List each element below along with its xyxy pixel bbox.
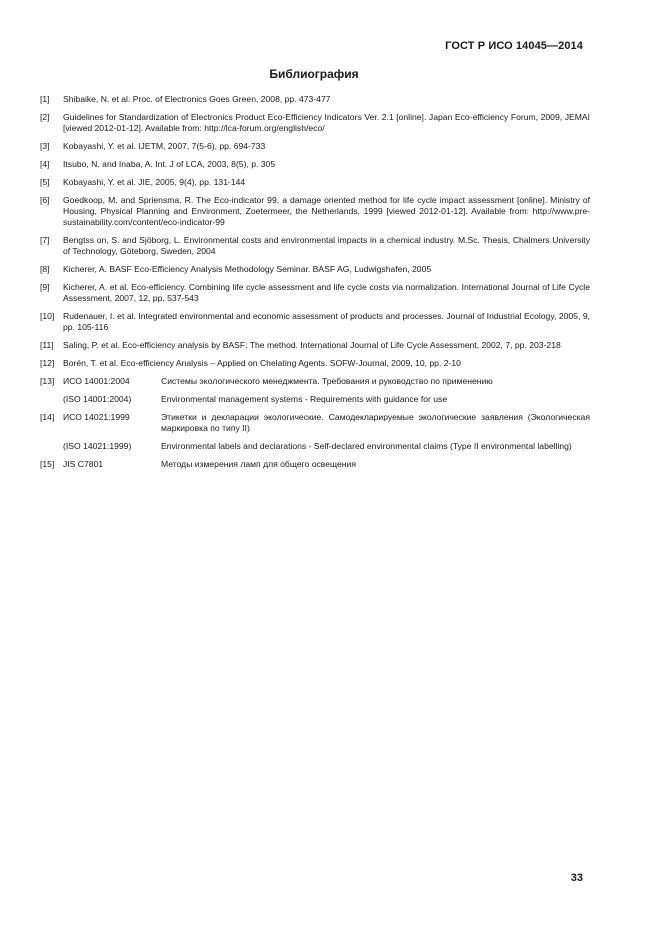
reference-item [40,177,590,188]
reference-item [40,358,590,369]
standard-item [40,394,590,405]
reference-item [40,94,590,105]
reference-text: Kobayashi, Y. et al. IJETM, 2007, 7(5-6), pp. 694-733 [63,141,266,151]
reference-text: Shibaike, N. et al. Proc. of Electronics Goes Green, 2008, pp. 473-477 [63,94,331,104]
reference-text: Kicherer, A. BASF Eco-Efficiency Analysis Methodology Seminar. BASF AG, Ludwigshafen, 2005 [63,264,432,274]
reference-item [40,235,590,257]
reference-text: Kobayashi, Y. et al. JIE, 2005, 9(4), pp. 131-144 [63,177,246,187]
standard-code: ИСО 14001:2004 [63,376,130,386]
reference-text: Saling, P. et al. Eco-efficiency analysis by BASF: The method. International Journal of Life Cycle Assessment, 2002, 7, pp. 203-218 [63,340,561,350]
reference-number: [7] [40,235,50,245]
reference-number: [6] [40,195,50,205]
reference-number: [8] [40,264,50,274]
reference-number: [5] [40,177,50,187]
reference-number: [4] [40,159,50,169]
reference-item [40,340,590,351]
standard-title: Environmental management systems - Requirements with guidance for use [161,394,448,404]
page-title: Библиография [269,67,359,81]
standard-title: Системы экологического менеджмента. Требования и руководство по применению [161,376,493,386]
reference-number: [2] [40,112,50,122]
reference-number: [14] [40,412,55,422]
reference-item [40,159,590,170]
reference-number: [1] [40,94,50,104]
reference-number: [15] [40,459,55,469]
standard-title: Environmental labels and declarations - Self-declared environmental claims (Type II environmental labelling) [161,441,572,451]
reference-text: Bengtss on, S. and Sjöborg, L. Environmental costs and environmental impacts in a chemical industry. M.Sc. Thesis, Chalmers University of Technology, Göteborg, Sweden, 2004 [63,235,590,256]
page-header-standard-id: ГОСТ Р ИСО 14045—2014 [445,40,583,52]
reference-number: [12] [40,358,55,368]
standard-title: Этикетки и декларации экологические. Самодекларируемые экологические заявления (Экологическая маркировка по типу II) [161,412,590,433]
reference-item [40,282,590,304]
reference-number: [3] [40,141,50,151]
standard-title: Методы измерения ламп для общего освещения [161,459,356,469]
standard-code: JIS C7801 [63,459,104,469]
reference-number: [11] [40,340,54,350]
standard-code: ИСО 14021:1999 [63,412,130,422]
reference-number [40,441,63,452]
reference-item [40,311,590,333]
reference-item [40,141,590,152]
reference-text: Goedkoop, M. and Spriensma, R. The Eco-indicator 99, a damage oriented method for life cycle impact assessment [online]. Ministry of Housing, Physical Planning and Environment, Zoetermeer, the Netherlands, 1999 [viewed 2012-01-12]. Available from: http://www.pre-sustainability.com/content/eco-indicator-99 [63,195,590,227]
standard-item [40,441,590,452]
reference-text: Itsubo, N. and Inaba, A. Int. J of LCA, 2003, 8(5), p. 305 [63,159,276,169]
reference-number: [10] [40,311,55,321]
reference-text: Kicherer, A. et al. Eco-efficiency. Combining life cycle assessment and life cycle costs via normalization. International Journal of Life Cycle Assessment, 2007, 12, pp. 537-543 [63,282,590,303]
reference-item [40,264,590,275]
reference-item [40,112,590,134]
reference-number: [13] [40,376,55,386]
standard-item [40,412,590,434]
standard-code: (ISO 14001:2004) [63,394,132,404]
reference-number [40,394,63,405]
standard-code: (ISO 14021:1999) [63,441,132,451]
reference-text: Borén, T. et al. Eco-efficiency Analysis – Applied on Chelating Agents. SOFW-Journal, 2009, 10, pp. 2-10 [63,358,461,368]
reference-item [40,195,590,228]
reference-number: [9] [40,282,50,292]
bibliography-list [40,94,590,477]
reference-text: Rudenauer, I. et al. Integrated environmental and economic assessment of products and processes. Journal of Industrial Ecology, 2005, 9, pp. 105-116 [63,311,590,332]
page-number: 33 [570,872,583,884]
reference-text: Guidelines for Standardization of Electronics Product Eco-Efficiency Indicators Ver. 2.1 [online]. Japan Eco-efficiency Forum, 2009, JEMAI [viewed 2012-01-12]. Available from: http://lca-forum.org/english/eco/ [63,112,590,133]
standard-item [40,459,590,470]
standard-item [40,376,590,387]
